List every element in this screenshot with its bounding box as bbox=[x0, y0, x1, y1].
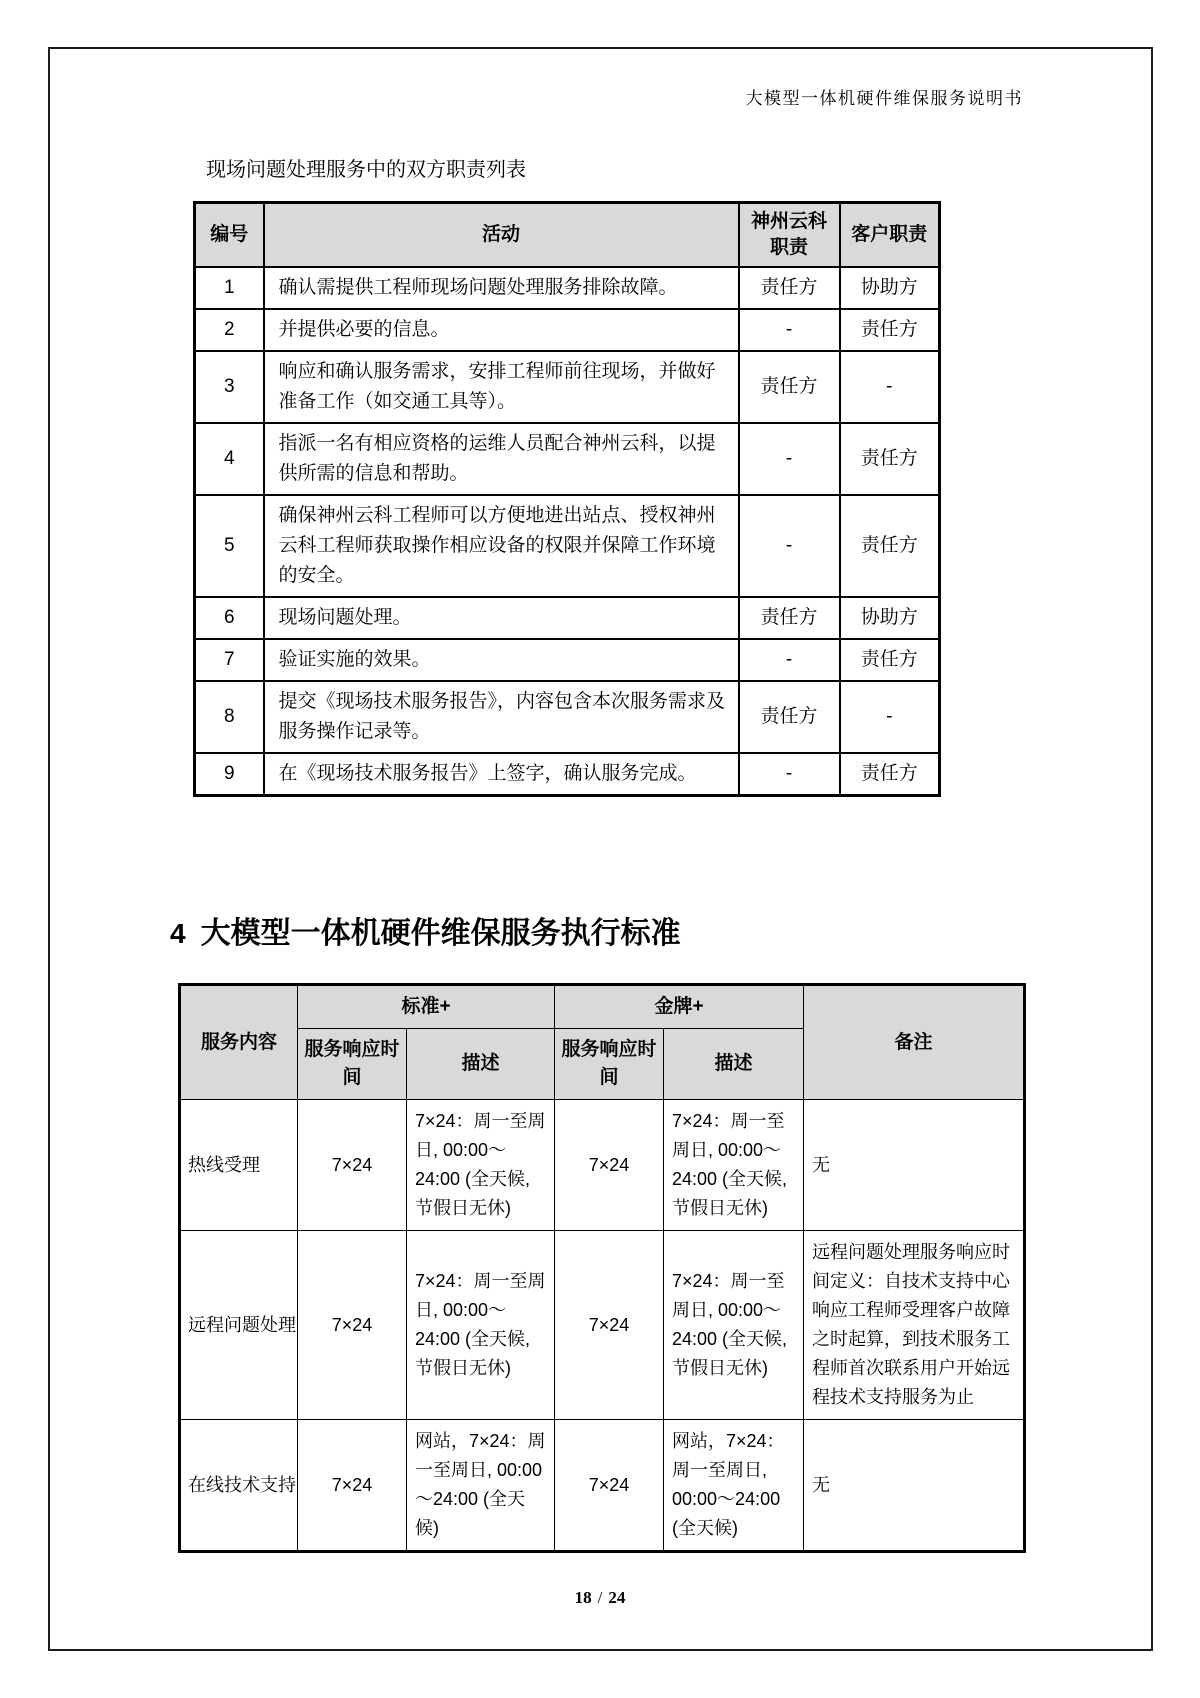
table-row bbox=[195, 597, 940, 639]
t2-header-gold-response-time: 服务响应时间 bbox=[555, 1029, 664, 1100]
table2-header-row-1 bbox=[180, 985, 1025, 1029]
t2-header-gold-plus: 金牌+ bbox=[555, 985, 804, 1029]
row-vendor-role: 责任方 bbox=[739, 597, 840, 639]
section-heading bbox=[170, 908, 681, 952]
row-vendor-role: 责任方 bbox=[739, 351, 840, 423]
table-row bbox=[195, 639, 940, 681]
row-customer-role: - bbox=[840, 681, 940, 753]
row-vendor-role: - bbox=[739, 639, 840, 681]
row-activity: 验证实施的效果。 bbox=[264, 639, 739, 681]
row-vendor-role: - bbox=[739, 309, 840, 351]
row-remark: 无 bbox=[804, 1420, 1025, 1552]
row-no: 8 bbox=[195, 681, 264, 753]
row-activity: 确认需提供工程师现场问题处理服务排除故障。 bbox=[264, 267, 739, 309]
row-service-name: 在线技术支持 bbox=[180, 1420, 298, 1552]
row-no: 3 bbox=[195, 351, 264, 423]
sla-table bbox=[178, 983, 1026, 1553]
row-vendor-role: 责任方 bbox=[739, 267, 840, 309]
row-no: 5 bbox=[195, 495, 264, 597]
table-row bbox=[195, 351, 940, 423]
table-row bbox=[195, 753, 940, 796]
row-std-desc: 7×24：周一至周日, 00:00～24:00 (全天候, 节假日无休) bbox=[407, 1231, 555, 1420]
row-gold-time: 7×24 bbox=[555, 1420, 664, 1552]
table-row bbox=[195, 267, 940, 309]
row-customer-role: 责任方 bbox=[840, 309, 940, 351]
t1-header-no: 编号 bbox=[195, 203, 264, 268]
row-std-time: 7×24 bbox=[298, 1420, 407, 1552]
page-number-current: 18 bbox=[574, 1588, 592, 1607]
page-number bbox=[0, 1588, 1200, 1608]
table-row bbox=[195, 495, 940, 597]
row-activity: 响应和确认服务需求，安排工程师前往现场，并做好准备工作（如交通工具等）。 bbox=[264, 351, 739, 423]
row-activity: 在《现场技术服务报告》上签字，确认服务完成。 bbox=[264, 753, 739, 796]
t1-header-customer: 客户职责 bbox=[840, 203, 940, 268]
t1-header-activity: 活动 bbox=[264, 203, 739, 268]
t2-header-std-response-time: 服务响应时间 bbox=[298, 1029, 407, 1100]
row-customer-role: 责任方 bbox=[840, 495, 940, 597]
document-header-title: 大模型一体机硬件维保服务说明书 bbox=[745, 89, 1023, 108]
table1-caption: 现场问题处理服务中的双方职责列表 bbox=[206, 159, 526, 181]
responsibility-table bbox=[193, 201, 941, 797]
row-remark: 无 bbox=[804, 1100, 1025, 1231]
t2-header-service: 服务内容 bbox=[180, 985, 298, 1100]
row-customer-role: 责任方 bbox=[840, 423, 940, 495]
row-gold-desc: 7×24：周一至周日, 00:00～24:00 (全天候, 节假日无休) bbox=[664, 1100, 804, 1231]
row-service-name: 热线受理 bbox=[180, 1100, 298, 1231]
table-row bbox=[195, 681, 940, 753]
row-activity: 提交《现场技术服务报告》，内容包含本次服务需求及服务操作记录等。 bbox=[264, 681, 739, 753]
section-title: 大模型一体机硬件维保服务执行标准 bbox=[200, 917, 681, 950]
row-activity: 现场问题处理。 bbox=[264, 597, 739, 639]
t1-header-vendor: 神州云科职责 bbox=[739, 203, 840, 268]
row-activity: 指派一名有相应资格的运维人员配合神州云科，以提供所需的信息和帮助。 bbox=[264, 423, 739, 495]
section-number: 4 bbox=[170, 918, 186, 949]
row-no: 4 bbox=[195, 423, 264, 495]
row-vendor-role: - bbox=[739, 495, 840, 597]
row-std-desc: 7×24：周一至周日, 00:00～24:00 (全天候, 节假日无休) bbox=[407, 1100, 555, 1231]
row-remark: 远程问题处理服务响应时间定义：自技术支持中心响应工程师受理客户故障之时起算，到技术服务工程师首次联系用户开始远程技术支持服务为止 bbox=[804, 1231, 1025, 1420]
row-no: 7 bbox=[195, 639, 264, 681]
row-std-desc: 网站，7×24：周一至周日, 00:00～24:00 (全天候) bbox=[407, 1420, 555, 1552]
table-row bbox=[180, 1231, 1025, 1420]
row-vendor-role: 责任方 bbox=[739, 681, 840, 753]
page-number-separator: / bbox=[597, 1588, 603, 1607]
row-activity: 确保神州云科工程师可以方便地进出站点、授权神州云科工程师获取操作相应设备的权限并保障工作环境的安全。 bbox=[264, 495, 739, 597]
row-service-name: 远程问题处理 bbox=[180, 1231, 298, 1420]
table1-header-row bbox=[195, 203, 940, 268]
table-row bbox=[195, 309, 940, 351]
row-vendor-role: - bbox=[739, 423, 840, 495]
table-row bbox=[195, 423, 940, 495]
page-number-total: 24 bbox=[608, 1588, 626, 1607]
row-customer-role: - bbox=[840, 351, 940, 423]
row-customer-role: 协助方 bbox=[840, 597, 940, 639]
row-gold-desc: 网站，7×24：周一至周日, 00:00～24:00 (全天候) bbox=[664, 1420, 804, 1552]
row-no: 1 bbox=[195, 267, 264, 309]
table-row bbox=[180, 1100, 1025, 1231]
t2-header-std-desc: 描述 bbox=[407, 1029, 555, 1100]
t2-header-remark: 备注 bbox=[804, 985, 1025, 1100]
row-customer-role: 协助方 bbox=[840, 267, 940, 309]
row-no: 6 bbox=[195, 597, 264, 639]
row-vendor-role: - bbox=[739, 753, 840, 796]
row-no: 9 bbox=[195, 753, 264, 796]
row-activity: 并提供必要的信息。 bbox=[264, 309, 739, 351]
row-customer-role: 责任方 bbox=[840, 753, 940, 796]
table-row bbox=[180, 1420, 1025, 1552]
row-customer-role: 责任方 bbox=[840, 639, 940, 681]
row-no: 2 bbox=[195, 309, 264, 351]
row-gold-time: 7×24 bbox=[555, 1100, 664, 1231]
row-std-time: 7×24 bbox=[298, 1100, 407, 1231]
row-std-time: 7×24 bbox=[298, 1231, 407, 1420]
t2-header-gold-desc: 描述 bbox=[664, 1029, 804, 1100]
row-gold-desc: 7×24：周一至周日, 00:00～24:00 (全天候, 节假日无休) bbox=[664, 1231, 804, 1420]
row-gold-time: 7×24 bbox=[555, 1231, 664, 1420]
t2-header-standard-plus: 标准+ bbox=[298, 985, 555, 1029]
